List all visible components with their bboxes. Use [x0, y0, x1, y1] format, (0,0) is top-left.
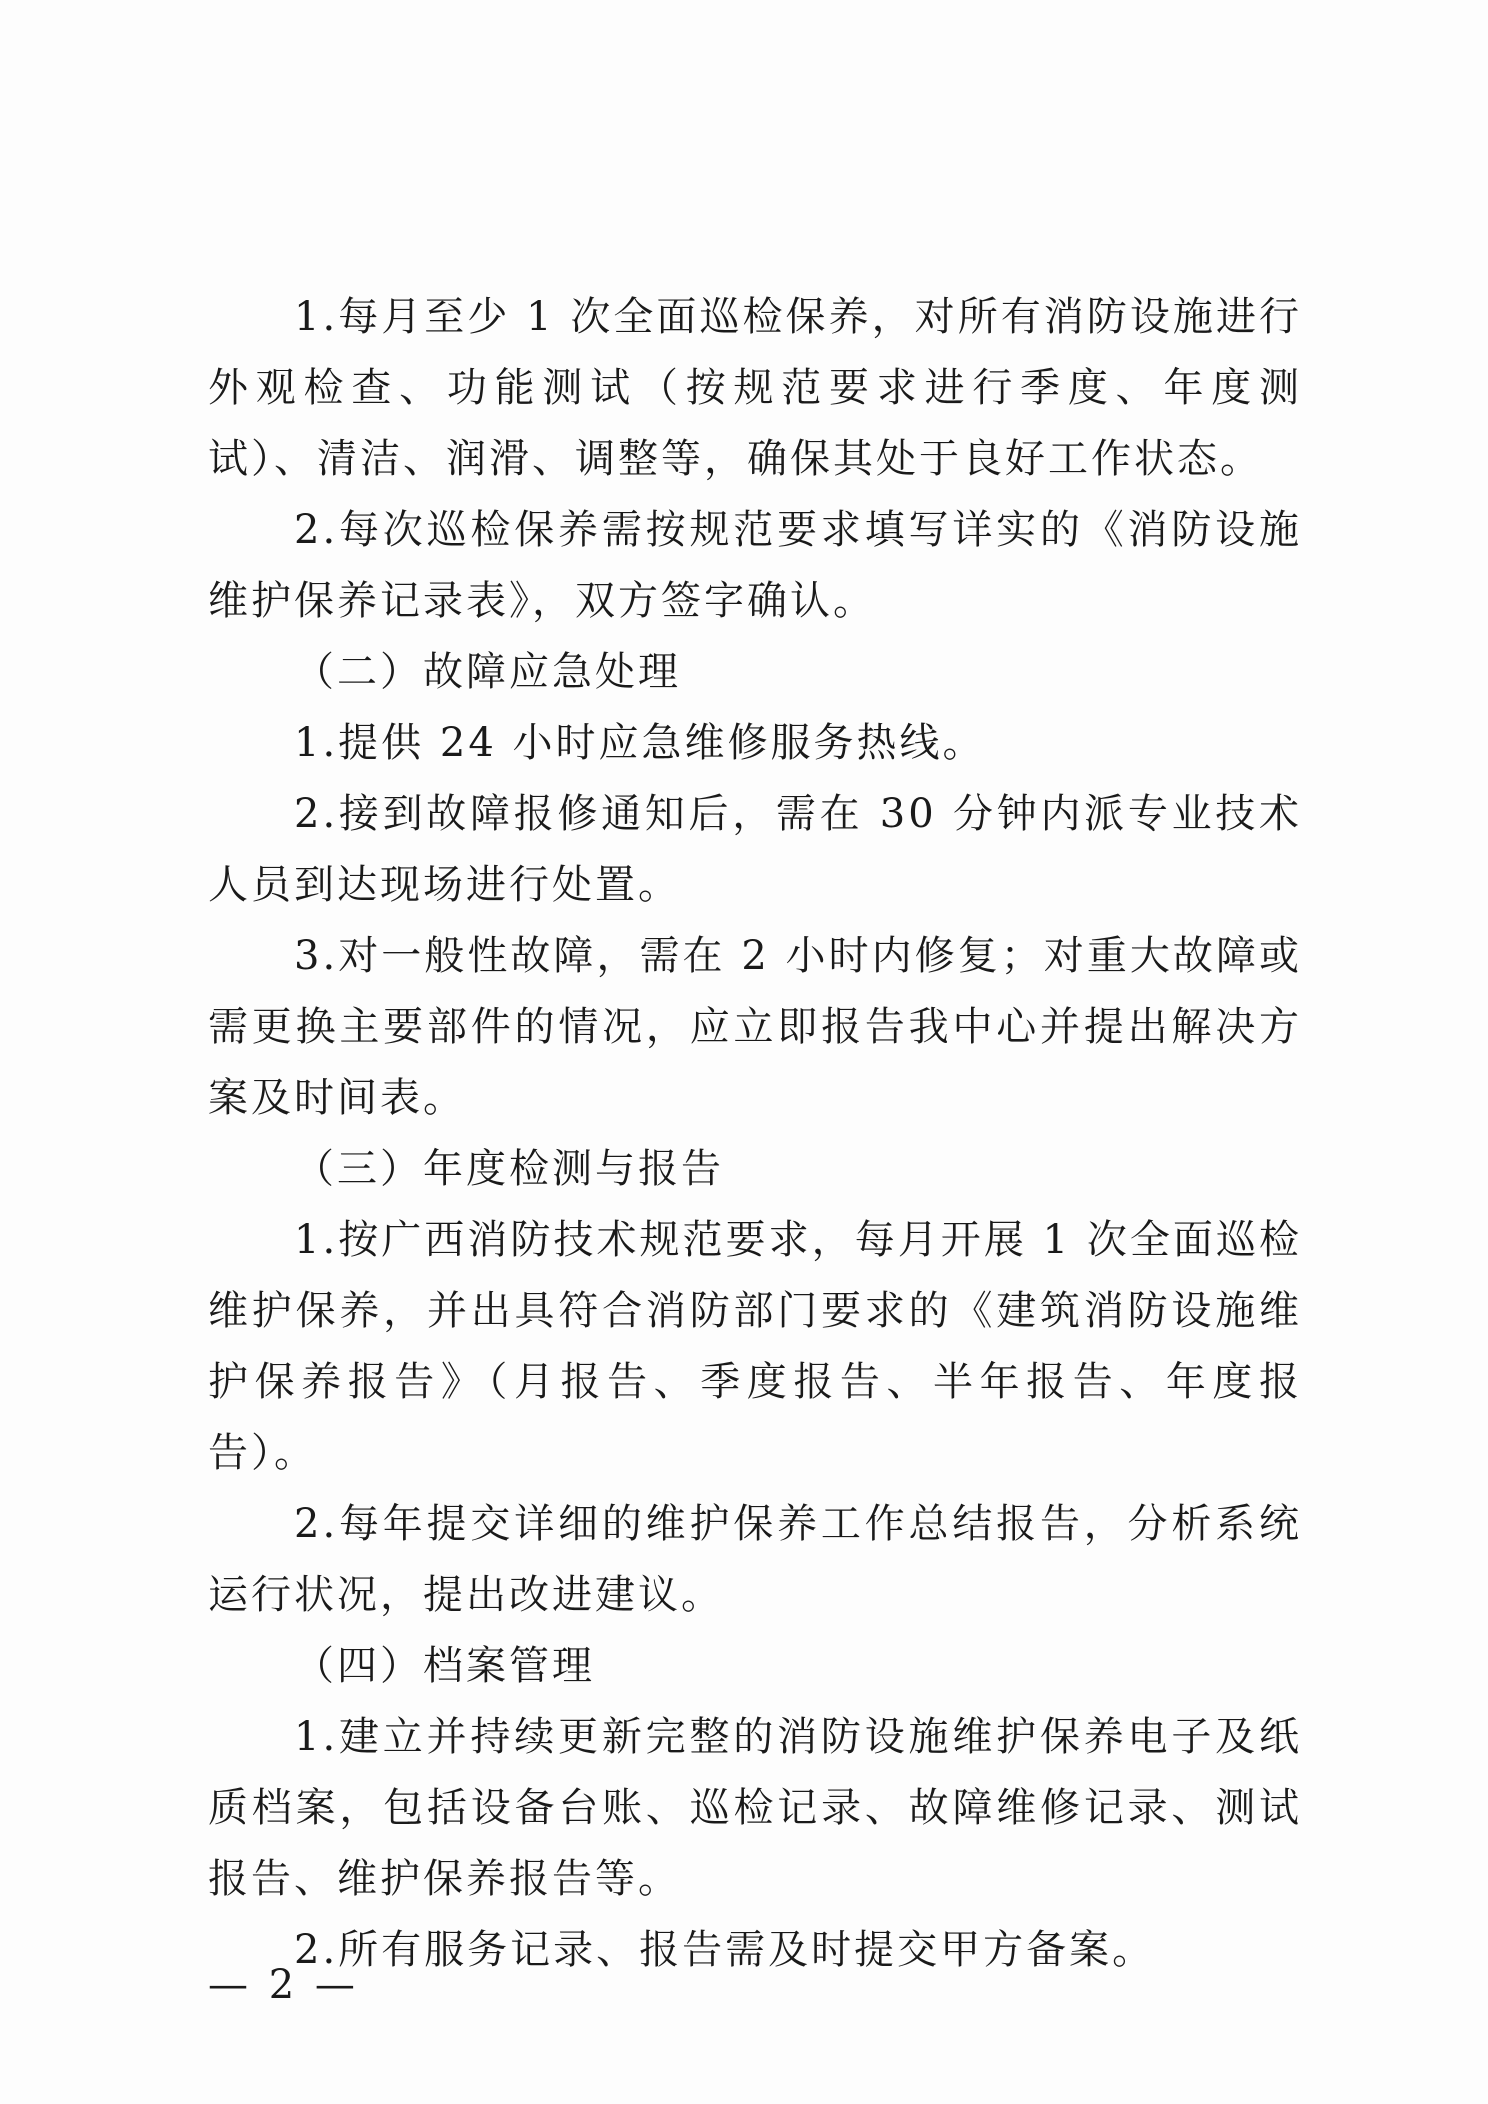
list-item: 1.每月至少 1 次全面巡检保养，对所有消防设施进行外观检查、功能测试（按规范要求进行季度、年度测试）、清洁、润滑、调整等，确保其处于良好工作状态。: [208, 294, 1302, 482]
page-number: — 2 —: [208, 1962, 359, 2008]
document-body: [208, 282, 1302, 1986]
list-item: 2.每年提交详细的维护保养工作总结报告，分析系统运行状况，提出改进建议。: [208, 1501, 1302, 1618]
list-item: 1.按广西消防技术规范要求，每月开展 1 次全面巡检维护保养，并出具符合消防部门要求的《建筑消防设施维护保养报告》（月报告、季度报告、半年报告、年度报告）。: [208, 1217, 1302, 1476]
list-item: 3.对一般性故障，需在 2 小时内修复；对重大故障或需更换主要部件的情况，应立即报告我中心并提出解决方案及时间表。: [208, 933, 1302, 1121]
list-item: 2.所有服务记录、报告需及时提交甲方备案。: [294, 1927, 1156, 1973]
list-item: 2.每次巡检保养需按规范要求填写详实的《消防设施维护保养记录表》，双方签字确认。: [208, 507, 1302, 624]
list-item: 2.接到故障报修通知后，需在 30 分钟内派专业技术人员到达现场进行处置。: [208, 791, 1302, 908]
section-heading: （三）年度检测与报告: [294, 1146, 724, 1192]
list-item: 1.提供 24 小时应急维修服务热线。: [294, 720, 986, 766]
section-heading: （四）档案管理: [294, 1643, 595, 1689]
list-item: 1.建立并持续更新完整的消防设施维护保养电子及纸质档案，包括设备台账、巡检记录、故障维修记录、测试报告、维护保养报告等。: [208, 1714, 1302, 1902]
section-heading: （二）故障应急处理: [294, 649, 681, 695]
